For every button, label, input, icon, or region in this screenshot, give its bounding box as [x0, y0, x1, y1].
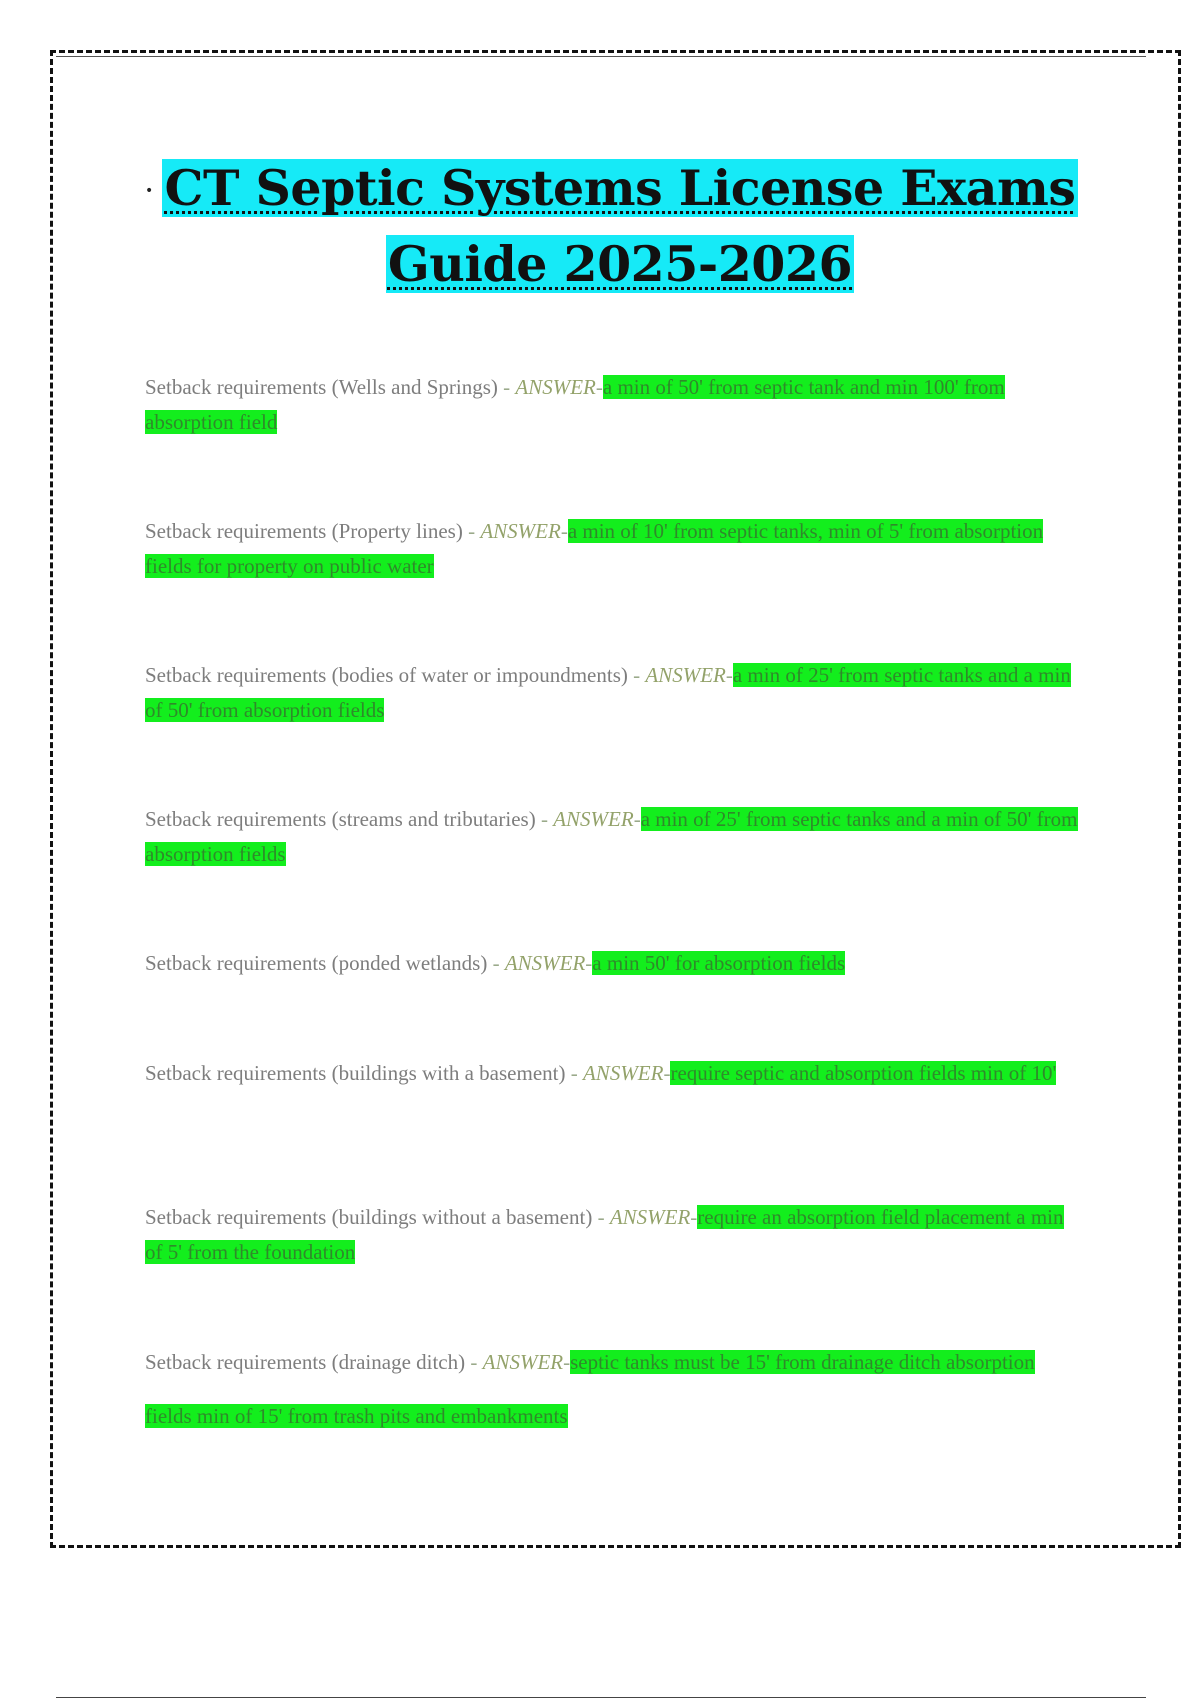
footer-rule [56, 1697, 1146, 1698]
qa-item [145, 802, 1085, 872]
answer-text: septic tanks must be 15' from drainage ditch absorption fields min of 15' from trash pits and embankments [145, 1350, 1035, 1428]
separator: - [535, 807, 554, 831]
answer-text: require septic and absorption fields min of 10' [670, 1061, 1057, 1085]
question-text: Setback requirements (drainage ditch) [145, 1350, 466, 1374]
question-text: Setback requirements (Wells and Springs) [145, 375, 498, 399]
separator: - [565, 1061, 583, 1085]
answer-text: a min of 50' from septic tank and min 100' from absorption field [145, 375, 1005, 434]
separator: - [592, 1205, 610, 1229]
answer-text: a min of 25' from septic tanks and a min of 50' from absorption fields [145, 807, 1078, 866]
qa-item [145, 370, 1085, 440]
answer-label: ANSWER [645, 663, 726, 687]
answer-dash: - [663, 1061, 671, 1085]
separator: - [462, 519, 481, 543]
qa-item [145, 514, 1085, 584]
answer-dash: - [563, 1350, 571, 1374]
answer-dash: - [595, 375, 603, 399]
answer-dash: - [585, 951, 593, 975]
answer-dash: - [560, 519, 568, 543]
answer-text: a min of 10' from septic tanks, min of 5' from absorption fields for property on public water [145, 519, 1044, 578]
answer-dash: - [633, 807, 641, 831]
question-text: Setback requirements (streams and tributaries) [145, 807, 536, 831]
title-bullet: • [145, 183, 154, 199]
separator: - [497, 375, 516, 399]
question-text: Setback requirements (buildings without a basement) [145, 1205, 593, 1229]
question-text: Setback requirements (ponded wetlands) [145, 951, 488, 975]
question-text: Setback requirements (bodies of water or impoundments) [145, 663, 628, 687]
separator: - [487, 951, 505, 975]
answer-label: ANSWER [609, 1205, 691, 1229]
answer-dash: - [690, 1205, 698, 1229]
title-line-1: CT Septic Systems License Exams [164, 159, 1076, 217]
border-inner-rule [56, 56, 1146, 57]
question-text: Setback requirements (buildings with a basement) [145, 1061, 566, 1085]
qa-item [145, 1056, 1085, 1091]
question-text: Setback requirements (Property lines) [145, 519, 463, 543]
answer-text: a min 50' for absorption fields [592, 951, 846, 975]
answer-text: a min of 25' from septic tanks and a min of 50' from absorption fields [145, 663, 1071, 722]
answer-label: ANSWER [553, 807, 634, 831]
separator: - [465, 1350, 483, 1374]
answer-text: require an absorption field placement a min of 5' from the foundation [145, 1205, 1064, 1264]
qa-item [145, 658, 1085, 728]
qa-item [145, 1200, 1085, 1270]
answer-dash: - [725, 663, 733, 687]
title-line-2: Guide 2025-2026 [387, 235, 853, 293]
qa-item [145, 946, 1085, 981]
answer-label: ANSWER [480, 519, 561, 543]
answer-label: ANSWER [515, 375, 596, 399]
separator: - [627, 663, 646, 687]
answer-label: ANSWER [582, 1061, 664, 1085]
answer-label: ANSWER [504, 951, 586, 975]
qa-item [145, 1335, 1085, 1443]
answer-label: ANSWER [482, 1350, 564, 1374]
document-title [140, 150, 1100, 302]
